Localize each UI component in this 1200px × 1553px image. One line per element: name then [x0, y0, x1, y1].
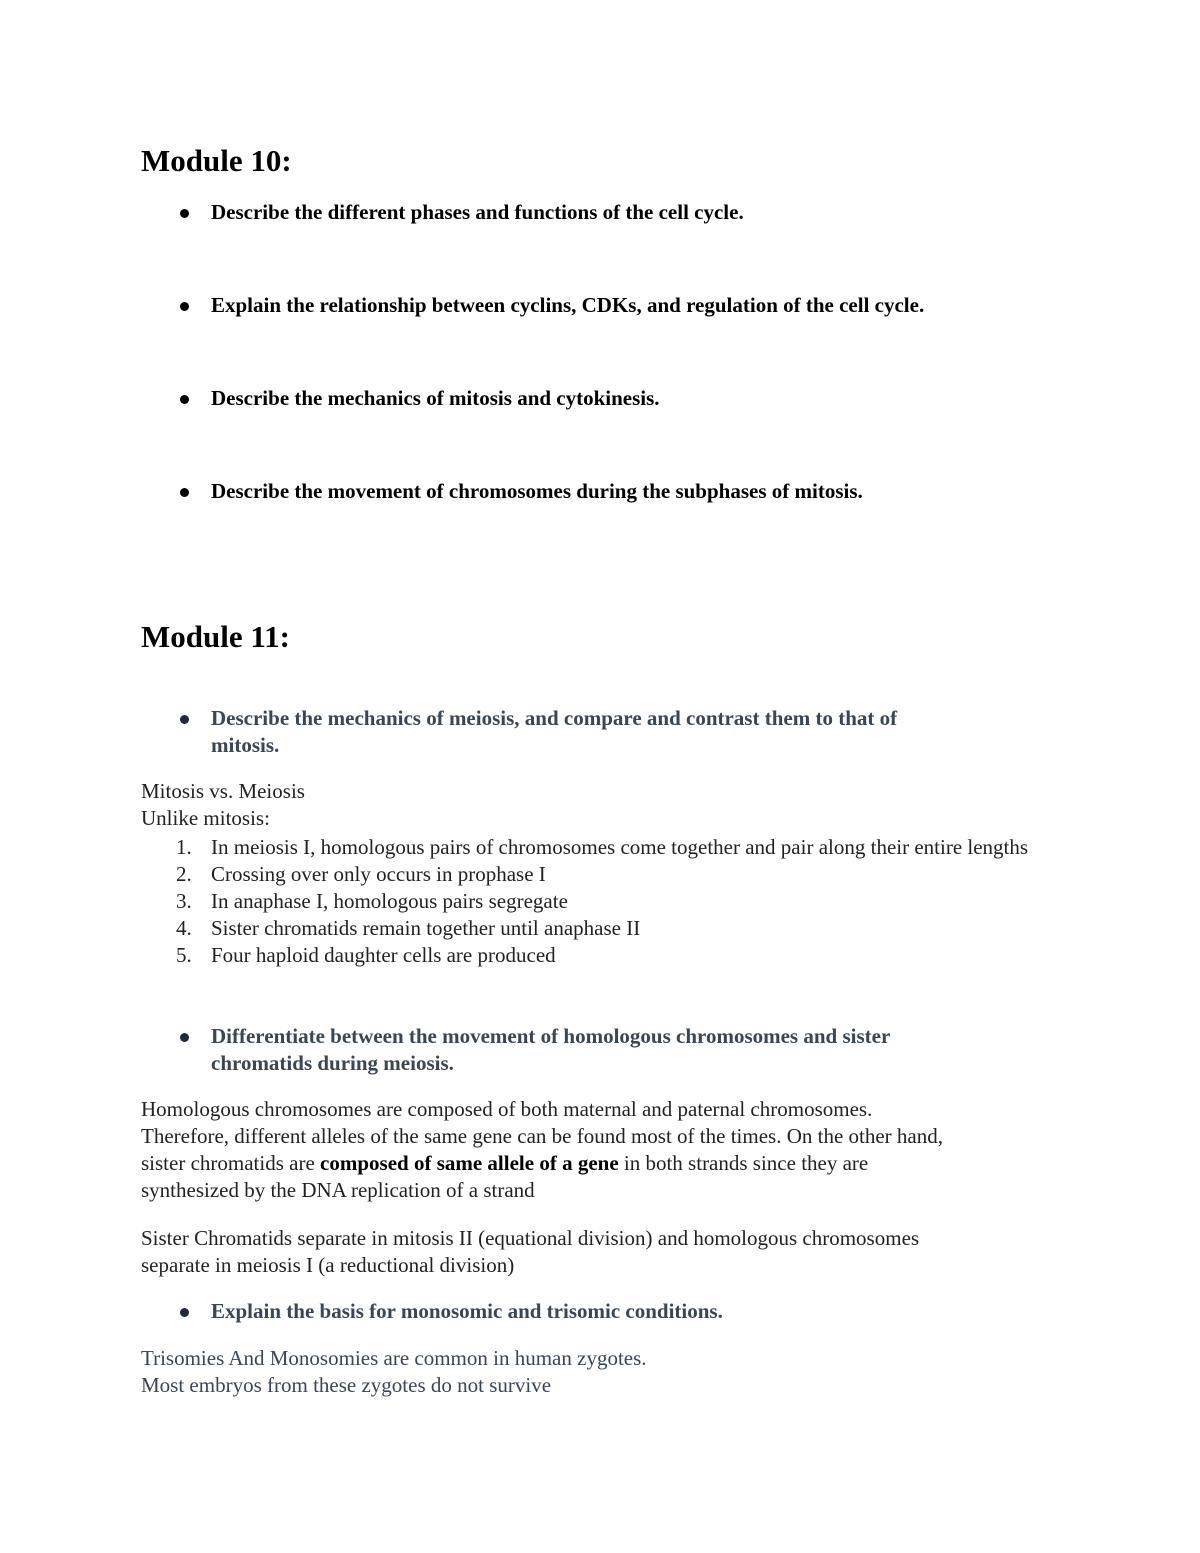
- paragraph-text: in both strands since they are: [618, 1151, 869, 1175]
- module-11-objective-2-line-2: chromatids during meiosis.: [211, 1051, 454, 1075]
- list-item: In anaphase I, homologous pairs segregate: [211, 889, 568, 913]
- module-10-objective-4: Describe the movement of chromosomes during the subphases of mitosis.: [211, 479, 863, 503]
- paragraph-line: separate in meiosis I (a reductional division): [141, 1253, 515, 1277]
- comparison-intro: Unlike mitosis:: [141, 806, 270, 830]
- module-10-objective-2: Explain the relationship between cyclins, CDKs, and regulation of the cell cycle.: [211, 293, 925, 317]
- bullet-icon: [180, 302, 189, 311]
- list-item: Crossing over only occurs in prophase I: [211, 862, 546, 886]
- paragraph-line: synthesized by the DNA replication of a strand: [141, 1178, 535, 1202]
- paragraph-line: Homologous chromosomes are composed of both maternal and paternal chromosomes.: [141, 1097, 873, 1121]
- module-11-objective-1-line-1: Describe the mechanics of meiosis, and compare and contrast them to that of: [211, 706, 898, 730]
- bullet-icon: [180, 488, 189, 497]
- module-11-objective-2-line-1: Differentiate between the movement of homologous chromosomes and sister: [211, 1024, 891, 1048]
- list-item-number: 1.: [176, 835, 192, 859]
- module-10-objective-3: Describe the mechanics of mitosis and cytokinesis.: [211, 386, 660, 410]
- emphasized-text: composed of same allele of a gene: [320, 1151, 619, 1175]
- module-11-objective-3: Explain the basis for monosomic and trisomic conditions.: [211, 1299, 723, 1323]
- list-item: In meiosis I, homologous pairs of chromosomes come together and pair along their entire lengths: [211, 835, 1029, 859]
- bullet-icon: [180, 1308, 189, 1317]
- list-item-number: 3.: [176, 889, 192, 913]
- bullet-icon: [180, 1033, 189, 1042]
- paragraph-line: Trisomies And Monosomies are common in human zygotes.: [141, 1346, 647, 1370]
- paragraph-line: Therefore, different alleles of the same gene can be found most of the times. On the other hand,: [141, 1124, 943, 1148]
- comparison-title: Mitosis vs. Meiosis: [141, 779, 305, 803]
- paragraph-line: Most embryos from these zygotes do not survive: [141, 1373, 552, 1397]
- bullet-icon: [180, 209, 189, 218]
- list-item: Four haploid daughter cells are produced: [211, 943, 556, 967]
- module-11-heading: Module 11:: [141, 619, 290, 654]
- list-item: Sister chromatids remain together until anaphase II: [211, 916, 641, 940]
- paragraph-text: sister chromatids are: [141, 1151, 321, 1175]
- module-11-objective-1-line-2: mitosis.: [211, 733, 280, 757]
- module-10-objective-1: Describe the different phases and functions of the cell cycle.: [211, 200, 744, 224]
- module-10-heading: Module 10:: [141, 143, 292, 178]
- list-item-number: 4.: [176, 916, 192, 940]
- bullet-icon: [180, 715, 189, 724]
- paragraph-line: [141, 1150, 868, 1177]
- list-item-number: 5.: [176, 943, 192, 967]
- paragraph-line: Sister Chromatids separate in mitosis II (equational division) and homologous chromosomes: [141, 1226, 920, 1250]
- bullet-icon: [180, 395, 189, 404]
- list-item-number: 2.: [176, 862, 192, 886]
